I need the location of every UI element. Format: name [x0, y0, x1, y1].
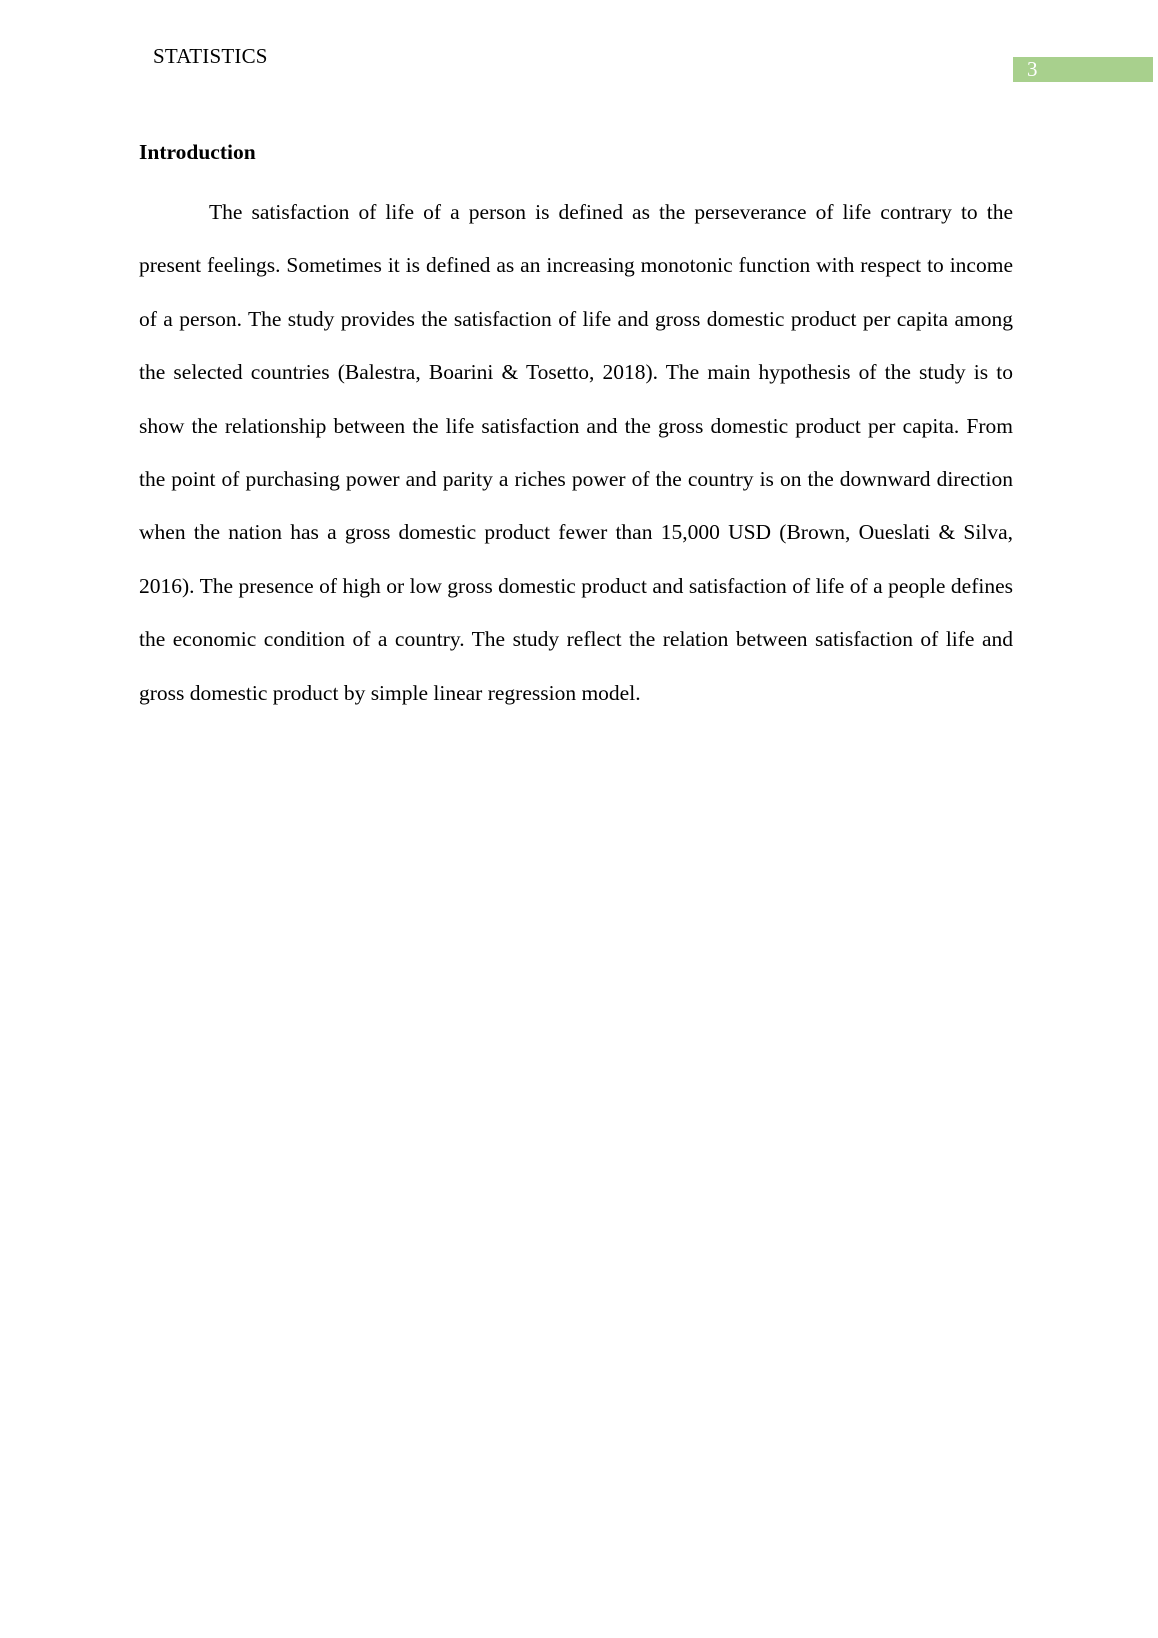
running-head: STATISTICS	[153, 44, 268, 68]
page-number: 3	[1027, 57, 1038, 81]
body-paragraph: The satisfaction of life of a person is defined as the perseverance of life contrary to the present feelings. Sometimes it is defined as an increasing monotonic function with respect to income of a person. The study provides the satisfaction of life and gross domestic product per capita among the selected countries (Balestra, Boarini & Tosetto, 2018). The main hypothesis of the study is to show the relationship between the life satisfaction and the gross domestic product per capita. From the point of purchasing power and parity a riches power of the country is on the downward direction when the nation has a gross domestic product fewer than 15,000 USD (Brown, Oueslati & Silva, 2016). The presence of high or low gross domestic product and satisfaction of life of a people defines the economic condition of a country. The study reflect the relation between satisfaction of life and gross domestic product by simple linear regression model.	[139, 200, 1013, 705]
page-number-badge	[1013, 57, 1153, 82]
section-heading: Introduction	[139, 140, 256, 164]
